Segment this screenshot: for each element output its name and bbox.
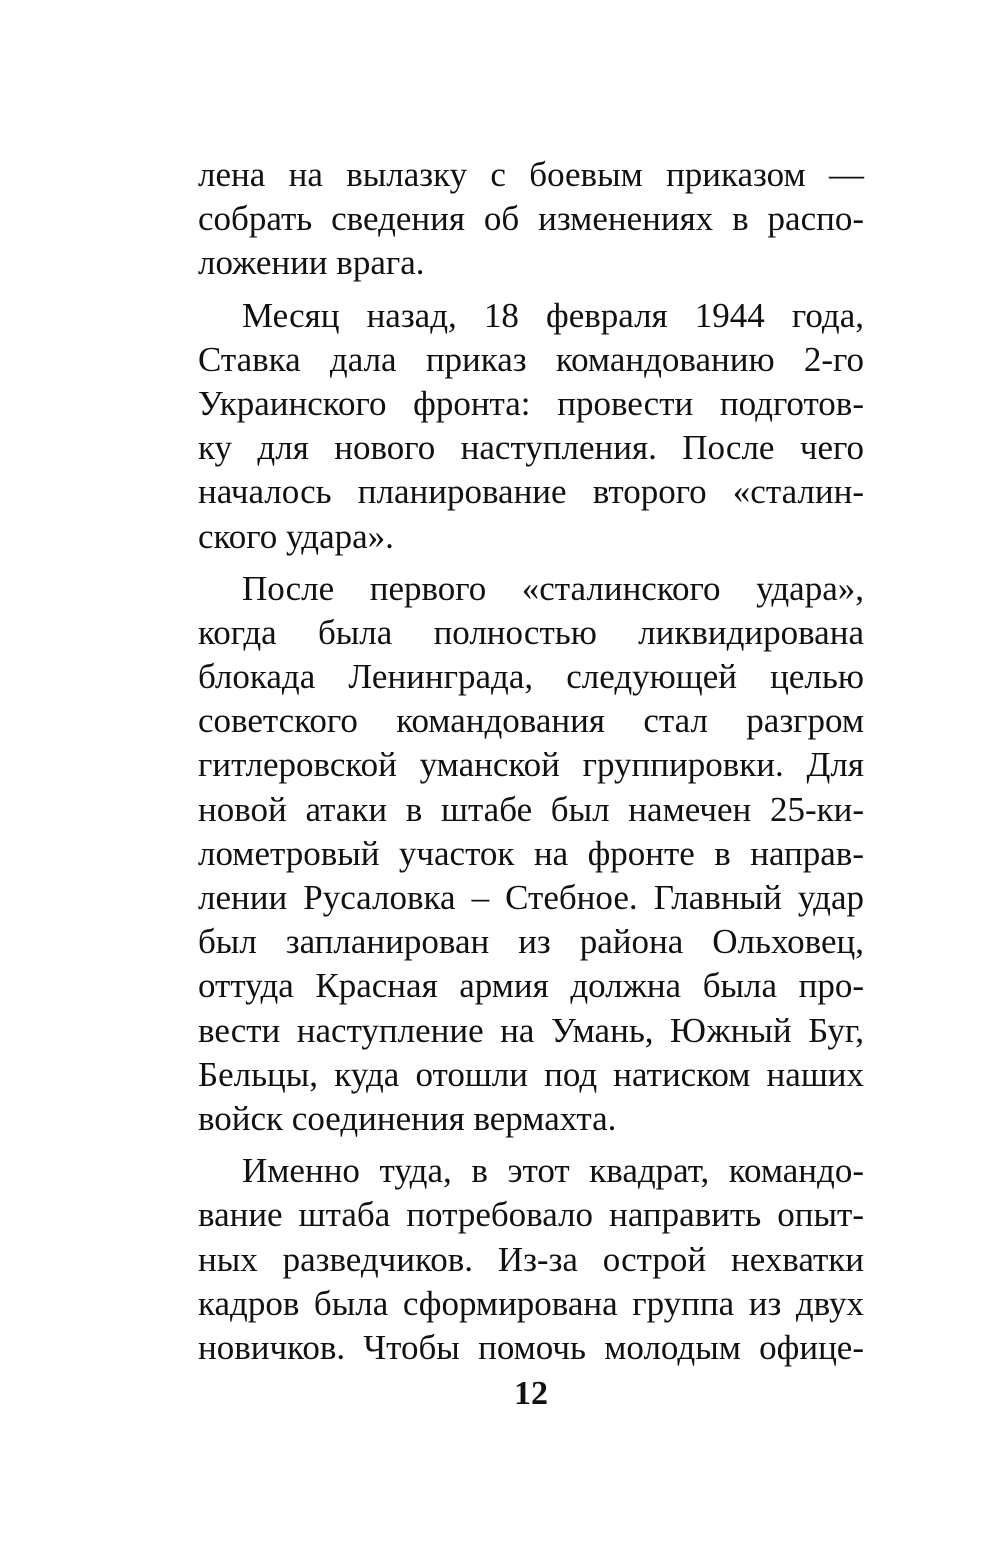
text-line: ского удара». — [198, 516, 394, 556]
text-line: лении Русаловка – Стебное. Главный удар — [198, 878, 864, 917]
text-line: Именно туда, в этот квадрат, командо- — [242, 1151, 864, 1191]
text-line: вание штаба потребовало направить опыт- — [198, 1195, 864, 1235]
text-line: собрать сведения об изменениях в распо- — [198, 199, 864, 239]
text-line: лена на вылазку с боевым приказом — — [198, 155, 864, 194]
text-line: кадров была сформирована группа из двух — [198, 1283, 864, 1323]
text-line: Украинского фронта: провести подготов- — [198, 383, 864, 423]
text-line: вести наступление на Умань, Южный Буг, — [198, 1010, 864, 1050]
text-line: блокада Ленинграда, следующей целью — [198, 657, 864, 697]
paragraph-4 — [198, 1149, 864, 1370]
paragraph-1 — [198, 153, 864, 286]
text-line: ку для нового наступления. После чего — [198, 428, 864, 468]
text-line: ложении врага. — [198, 243, 425, 283]
text-line: лометровый участок на фронте в направ- — [198, 833, 864, 873]
text-line: когда была полностью ликвидирована — [198, 612, 864, 652]
paragraph-2 — [198, 294, 864, 559]
text-line: Ставка дала приказ командованию 2-го — [198, 339, 864, 379]
text-line: гитлеровской уманской группировки. Для — [198, 745, 864, 785]
paragraph-3 — [198, 567, 864, 1141]
text-line: ных разведчиков. Из-за острой нехватки — [198, 1239, 864, 1279]
text-line: был запланирован из района Ольховец, — [198, 922, 864, 962]
text-line: новичков. Чтобы помочь молодым офице- — [198, 1327, 864, 1367]
text-line: После первого «сталинского удара», — [242, 568, 864, 608]
text-line: оттуда Красная армия должна была про- — [198, 966, 864, 1006]
text-line: войск соединения вермахта. — [198, 1098, 617, 1138]
text-line: советского командования стал разгром — [198, 701, 864, 741]
text-line: новой атаки в штабе был намечен 25-ки- — [198, 789, 864, 829]
page-number: 12 — [514, 1375, 548, 1412]
text-line: Бельцы, куда отошли под натиском наших — [198, 1054, 864, 1094]
text-line: Месяц назад, 18 февраля 1944 года, — [242, 295, 864, 335]
text-line: началось планирование второго «сталин- — [198, 472, 864, 512]
page-body — [198, 153, 864, 1370]
